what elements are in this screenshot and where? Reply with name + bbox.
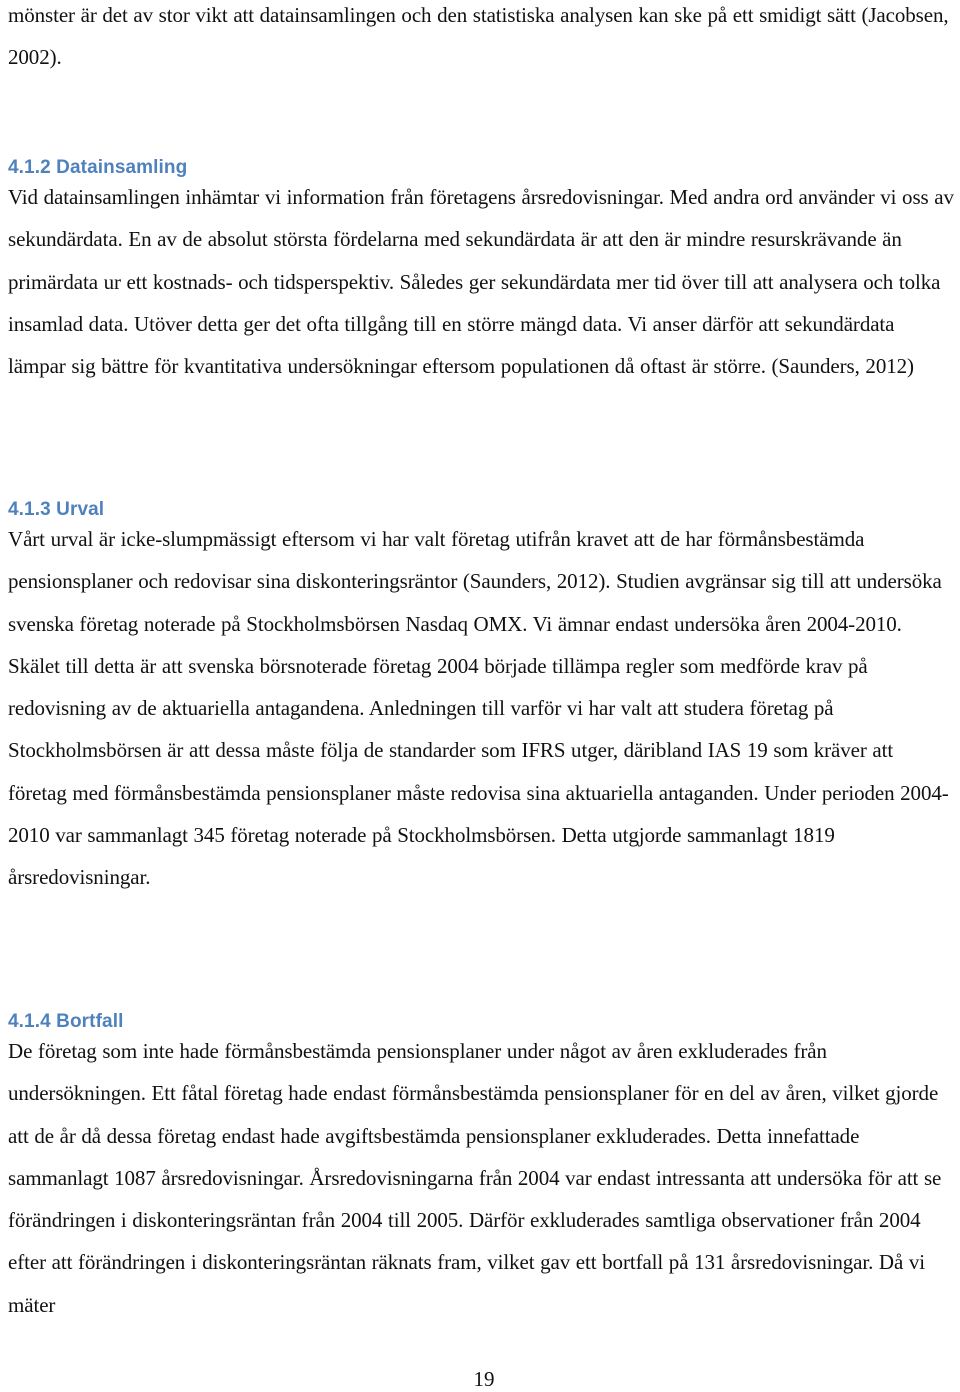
- section-body: Vid datainsamlingen inhämtar vi information från företagens årsredovisningar. Med andra ord använder vi oss av sekundärdata. En av de absolut största fördelarna med sekundärdata är att den är mindre resurskrävande än primärdata ur ett kostnads- och tidsperspektiv. Således ger sekundärdata mer tid över till att analysera och tolka insamlad data. Utöver detta ger det ofta tillgång till en större mängd data. Vi anser därför att sekundärdata lämpar sig bättre för kvantitativa undersökningar eftersom populationen då oftast är större. (Saunders, 2012): [8, 185, 954, 379]
- section-title: Urval: [56, 499, 105, 520]
- intro-paragraph: mönster är det av stor vikt att datainsamlingen och den statistiska analysen kan ske på ett smidigt sätt (Jacobsen, 2002).: [8, 3, 949, 69]
- section-title: Datainsamling: [56, 157, 188, 178]
- section-urval: [8, 498, 954, 899]
- section-number: 4.1.2: [8, 157, 51, 178]
- section-title: Bortfall: [56, 1011, 124, 1032]
- section-body: De företag som inte hade förmånsbestämda pensionsplaner under något av åren exkluderades från undersökningen. Ett fåtal företag hade endast förmånsbestämda pensionsplaner för en del av åren, vilket gjorde att de år då dessa företag endast hade avgiftsbestämda pensionsplaner exkluderades. Detta innefattade sammanlagt 1087 årsredovisningar. Årsredovisningarna från 2004 var endast intressanta att undersöka för att se förändringen i diskonteringsräntan från 2004 till 2005. Därför exkluderades samtliga observationer från 2004 efter att förändringen i diskonteringsräntan räknats fram, vilket gav ett bortfall på 131 årsredovisningar. Då vi mäter: [8, 1039, 942, 1317]
- section-number: 4.1.4: [8, 1011, 51, 1032]
- section-number: 4.1.3: [8, 499, 51, 520]
- page-number: 19: [473, 1367, 495, 1391]
- section-bortfall: [8, 1010, 954, 1326]
- section-body: Vårt urval är icke-slumpmässigt eftersom vi har valt företag utifrån kravet att de har förmånsbestämda pensionsplaner och redovisar sina diskonteringsräntor (Saunders, 2012). Studien avgränsar sig till att undersöka svenska företag noterade på Stockholmsbörsen Nasdaq OMX. Vi ämnar endast undersöka åren 2004-2010. Skälet till detta är att svenska börsnoterade företag 2004 började tillämpa regler som medförde krav på redovisning av de aktuariella antagandena. Anledningen till varför vi har valt att studera företag på Stockholmsbörsen är att dessa måste följa de standarder som IFRS utger, däribland IAS 19 som kräver att företag med förmånsbestämda pensionsplaner måste redovisa sina aktuariella antaganden. Under perioden 2004-2010 var sammanlagt 345 företag noterade på Stockholmsbörsen. Detta utgjorde sammanlagt 1819 årsredovisningar.: [8, 527, 949, 890]
- section-datainsamling: [8, 156, 954, 387]
